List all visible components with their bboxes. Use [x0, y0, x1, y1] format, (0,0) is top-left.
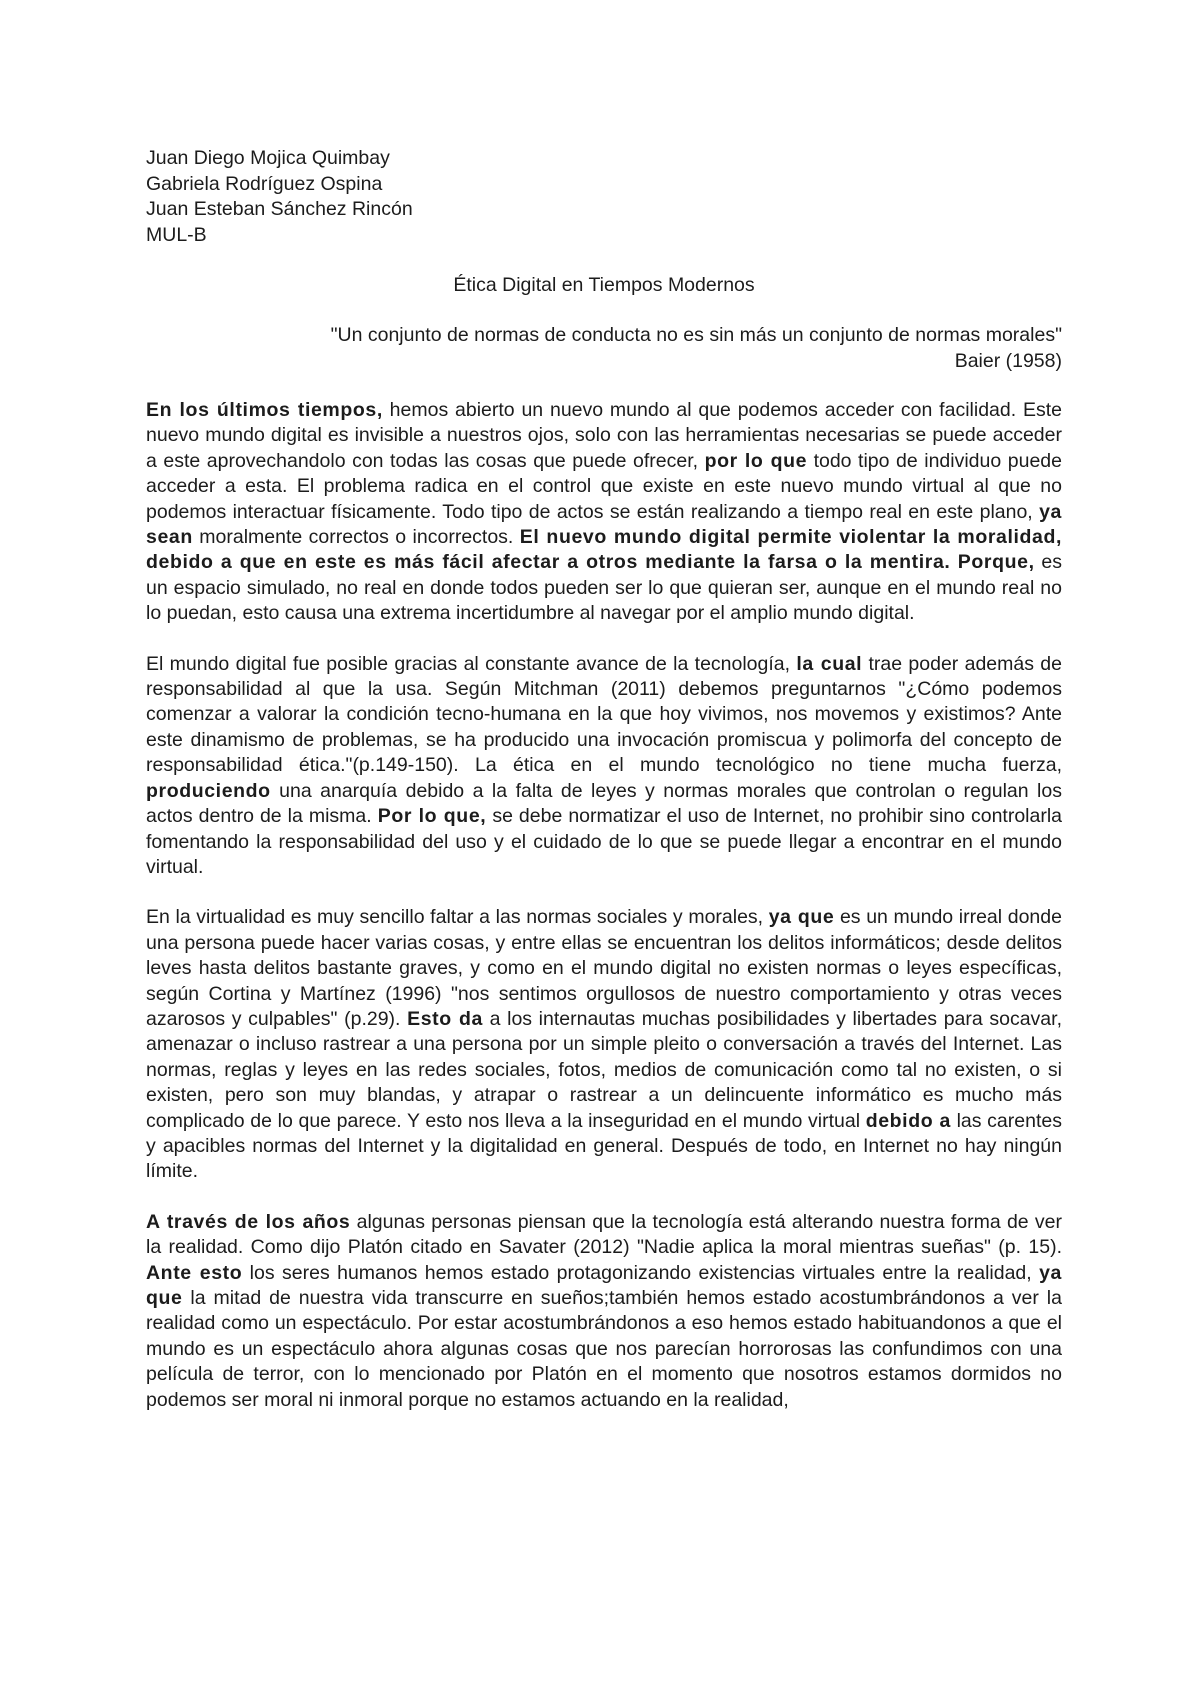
- bold-connector-text: Por lo que,: [377, 805, 487, 828]
- body-paragraph: [146, 1210, 1062, 1413]
- bold-connector-text: En los últimos tiempos,: [146, 399, 383, 421]
- bold-connector-text: ya que: [146, 1261, 1062, 1309]
- paragraph-text: todo tipo de individuo puede acceder a esta. El problema radica en el control que existe en este nuevo mundo virtual al que no podemos interactuar físicamente. Todo tipo de actos se están realizando a tiempo real en este plano,: [146, 449, 1062, 523]
- bold-connector-text: A través de los años: [146, 1210, 351, 1233]
- bold-connector-text: produciendo: [146, 779, 271, 802]
- epigraph-source: Baier (1958): [954, 350, 1062, 372]
- bold-connector-text: por lo que: [704, 449, 808, 472]
- author-block: [146, 146, 1062, 248]
- body-paragraph: [146, 905, 1062, 1184]
- author-line: Gabriela Rodríguez Ospina: [146, 172, 383, 195]
- paragraph-text: En la virtualidad es muy sencillo faltar a las normas sociales y morales,: [146, 906, 769, 929]
- bold-connector-text: la cual: [796, 652, 863, 675]
- bold-connector-text: ya sean: [146, 500, 1062, 549]
- paragraph-text: una anarquía debido a la falta de leyes y normas morales que controlan o regulan los actos dentro de la misma.: [146, 779, 1062, 828]
- author-line: Juan Esteban Sánchez Rincón: [146, 198, 413, 220]
- paragraph-text: las carentes y apacibles normas del Internet y la digitalidad en general. Después de todo, en Internet no hay ningún límite.: [146, 1109, 1062, 1183]
- paragraph-text: El mundo digital fue posible gracias al constante avance de la tecnología,: [146, 652, 797, 675]
- course-code: MUL-B: [146, 223, 207, 246]
- epigraph-quote: "Un conjunto de normas de conducta no es sin más un conjunto de normas morales": [330, 324, 1062, 346]
- bold-connector-text: Ante esto: [146, 1261, 243, 1284]
- paragraph-text: hemos abierto un nuevo mundo al que podemos acceder con facilidad. Este nuevo mundo digital es invisible a nuestros ojos, solo con las herramientas necesarias se puede acceder a este aprovechandolo con todas las cosas que puede ofrecer,: [146, 399, 1062, 472]
- bold-connector-text: El nuevo mundo digital permite violentar la moralidad, debido a que en este es más fácil afectar a otros mediante la farsa o la mentira. Porque,: [146, 526, 1062, 574]
- epigraph: [146, 322, 1062, 374]
- paragraph-text: se debe normatizar el uso de Internet, no prohibir sino controlarla fomentando la responsabilidad del uso y el cuidado de lo que se puede llegar a encontrar en el mundo virtual.: [146, 805, 1063, 878]
- body-paragraph: [146, 398, 1062, 627]
- document-title: Ética Digital en Tiempos Modernos: [453, 274, 755, 296]
- bold-connector-text: debido a: [865, 1109, 951, 1132]
- paragraph-text: algunas personas piensan que la tecnología está alterando nuestra forma de ver la realidad. Como dijo Platón citado en Savater (2012) "Nadie aplica la moral mientras sueñas" (p. 15).: [146, 1210, 1062, 1259]
- paragraph-text: trae poder además de responsabilidad al que la usa. Según Mitchman (2011) debemos preguntarnos "¿Cómo podemos comenzar a valorar la condición tecno-humana en la que hoy vivimos, nos movemos y existimos? Ante este dinamismo de problemas, se ha producido una invocación promiscua y polimorfa del concepto de responsabilidad ética."(p.149-150). La ética en el mundo tecnológico no tiene mucha fuerza,: [146, 652, 1062, 777]
- author-line: Juan Diego Mojica Quimbay: [146, 147, 390, 169]
- body-paragraph: [146, 652, 1062, 881]
- paragraph-text: moralmente correctos o incorrectos.: [192, 526, 520, 549]
- bold-connector-text: Esto da: [407, 1007, 483, 1030]
- bold-connector-text: ya que: [768, 906, 835, 929]
- paragraph-text: los seres humanos hemos estado protagonizando existencias virtuales entre la realidad,: [242, 1261, 1040, 1284]
- paragraph-text: es un mundo irreal donde una persona puede hacer varias cosas, y entre ellas se encuentran los delitos informáticos; desde delitos leves hasta delitos bastante graves, y como en el mundo digital no existen normas o leyes específicas, según Cortina y Martínez (1996) "nos sentimos orgullosos de nuestro comportamiento y otras veces azarosos y culpables" (p.29).: [146, 906, 1062, 1030]
- paragraph-text: la mitad de nuestra vida transcurre en sueños;también hemos estado acostumbrándonos a ver la realidad como un espectáculo. Por estar acostumbrándonos a eso hemos estado habituandonos a que el mundo es un espectáculo ahora algunas cosas que nos parecían horrorosas las confundimos con una película de terror, con lo mencionado por Platón en el momento que nosotros estamos dormidos no podemos ser moral ni inmoral porque no estamos actuando en la realidad,: [146, 1287, 1062, 1411]
- paragraph-text: es un espacio simulado, no real en donde todos pueden ser lo que quieran ser, aunque en el mundo real no lo puedan, esto causa una extrema incertidumbre al navegar por el amplio mundo digital.: [146, 551, 1063, 625]
- paragraph-text: a los internautas muchas posibilidades y libertades para socavar, amenazar o incluso rastrear a una persona por un simple pleito o conversación a través del Internet. Las normas, reglas y leyes en las redes sociales, fotos, medios de comunicación como tal no existen, o si existen, pero son muy blandas, y atrapar o rastrear a un delincuente informático es mucho más complicado de lo que parece. Y esto nos lleva a la inseguridad en el mundo virtual: [146, 1007, 1062, 1132]
